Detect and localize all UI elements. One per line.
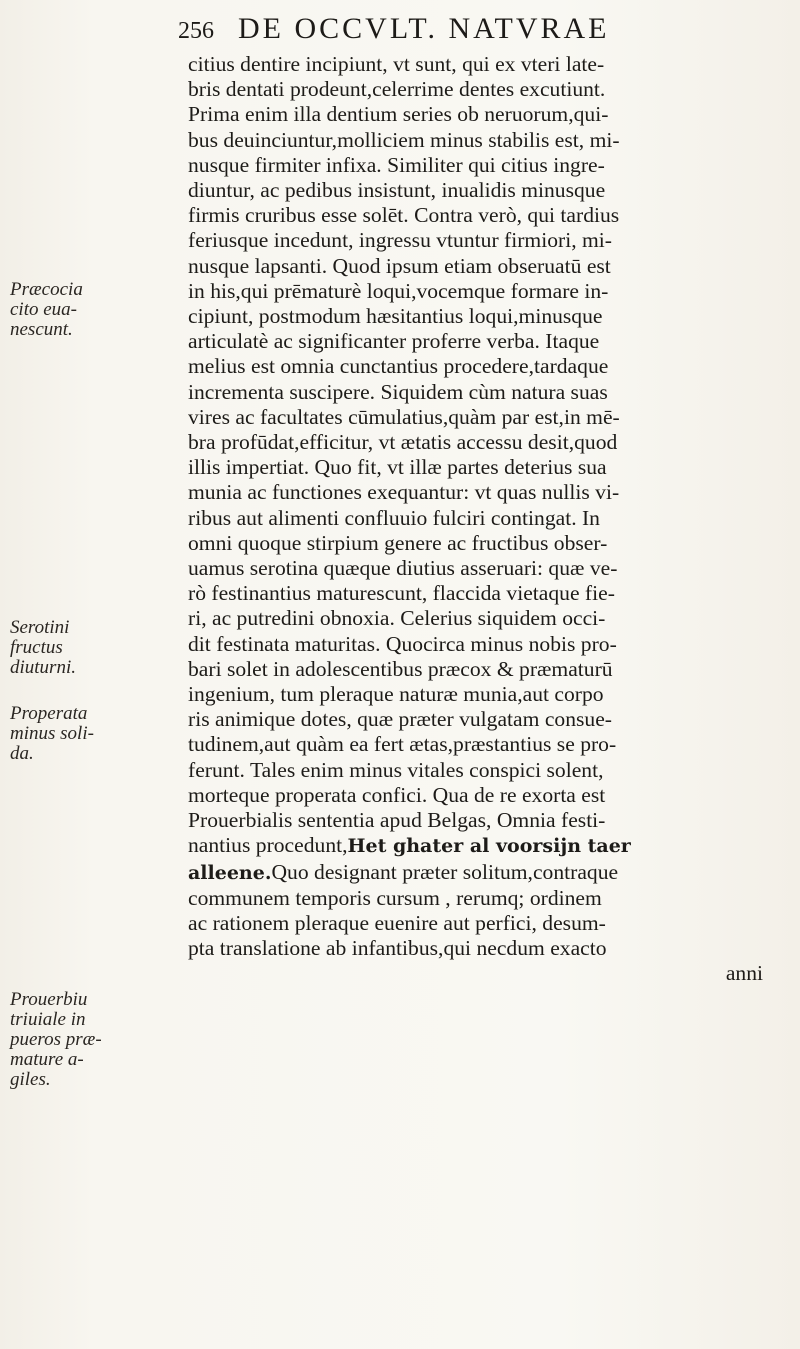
text-line: nusque firmiter infixa. Similiter qui citius ingre- xyxy=(188,152,605,177)
dutch-proverb-end: alleene. xyxy=(188,861,272,884)
margin-note-line: Properata xyxy=(10,703,88,724)
text-line: communem temporis cursum , rerumq; ordinem xyxy=(188,885,602,910)
text-line: citius dentire incipiunt, vt sunt, qui ex vteri late- xyxy=(188,52,605,76)
margin-note-4 xyxy=(10,990,180,1090)
margin-note-line: nescunt. xyxy=(10,319,73,340)
text-line: illis impertiat. Quo fit, vt illæ partes deterius sua xyxy=(188,455,607,480)
text-line-mixed xyxy=(188,860,773,886)
text-line: munia ac functiones exequantur: vt quas nullis vi- xyxy=(188,480,620,505)
page-header xyxy=(178,12,778,48)
text-line: Prouerbialis sententia apud Belgas, Omnia festi- xyxy=(188,808,606,833)
margin-note-line: triuiale in xyxy=(10,1009,86,1030)
text-line: nusque lapsanti. Quod ipsum etiam obseruatū est xyxy=(188,253,611,278)
margin-note-3 xyxy=(10,704,180,764)
text-line: articulatè ac significanter proferre verba. Itaque xyxy=(188,329,600,354)
text-line: incrementa suscipere. Siquidem cùm natura suas xyxy=(188,379,608,404)
text-line: ferunt. Tales enim minus vitales conspici solent, xyxy=(188,757,604,782)
text-line: diuntur, ac pedibus insistunt, inualidis minusque xyxy=(188,178,606,203)
margin-note-line: da. xyxy=(10,743,34,764)
text-line: Prima enim illa dentium series ob neruorum,qui- xyxy=(188,102,609,127)
text-line: firmis cruribus esse solēt. Contra verò, qui tardius xyxy=(188,203,620,228)
text-line: ribus aut alimenti confluuio fulciri contingat. In xyxy=(188,505,600,530)
text-line: bra profūdat,efficitur, vt ætatis accessu desit,quod xyxy=(188,430,618,455)
body-text xyxy=(188,52,773,987)
dutch-proverb: Het ghater al voorsijn taer xyxy=(347,835,631,858)
text-line: cipiunt, postmodum hæsitantius loqui,minusque xyxy=(188,304,603,329)
text-line: ingenium, tum pleraque naturæ munia,aut corpo xyxy=(188,682,604,707)
margin-note-line: cito eua- xyxy=(10,299,78,320)
margin-note-1 xyxy=(10,280,180,340)
margin-note-line: Prouerbiu xyxy=(10,989,88,1010)
text-line: omni quoque stirpium genere ac fructibus obser- xyxy=(188,530,608,555)
text-line: in his,qui prēmaturè loqui,vocemque formare in- xyxy=(188,278,609,303)
catchword: anni xyxy=(725,961,763,986)
text-segment: nantius procedunt, xyxy=(188,833,348,858)
text-segment: Quo designant præter solitum,contraque xyxy=(271,859,619,884)
text-line: morteque properata confici. Qua de re exorta est xyxy=(188,782,606,807)
margin-note-line: fructus xyxy=(10,637,63,658)
text-line-mixed xyxy=(188,833,773,859)
text-line: melius est omnia cunctantius procedere,tardaque xyxy=(188,354,609,379)
margin-note-line: pueros præ- xyxy=(10,1029,102,1050)
margin-note-line: giles. xyxy=(10,1069,51,1090)
text-line: ris animique dotes, quæ præter vulgatam consue- xyxy=(188,707,612,732)
margin-note-line: Præcocia xyxy=(10,279,83,300)
text-line: bus deuinciuntur,molliciem minus stabilis est, mi- xyxy=(188,127,620,152)
text-line: rò festinantius maturescunt, flaccida vietaque fie- xyxy=(188,581,615,606)
margin-note-line: minus soli- xyxy=(10,723,94,744)
text-line: uamus serotina quæque diutius asseruari: quæ ve- xyxy=(188,556,618,581)
margin-note-line: Serotini xyxy=(10,617,70,638)
text-line: tudinem,aut quàm ea fert ætas,præstantius se pro- xyxy=(188,732,617,757)
page-number: 256 xyxy=(178,18,214,44)
margin-note-line: mature a- xyxy=(10,1049,84,1070)
margin-note-line: diuturni. xyxy=(10,657,76,678)
text-line: dit festinata maturitas. Quocirca minus nobis pro- xyxy=(188,631,617,656)
text-line: feriusque incedunt, ingressu vtuntur firmiori, mi- xyxy=(188,228,612,253)
text-line: bari solet in adolescentibus præcox & præmaturū xyxy=(188,656,613,681)
text-line: bris dentati prodeunt,celerrime dentes excutiunt. xyxy=(188,77,606,102)
text-line: pta translatione ab infantibus,qui necdum exacto xyxy=(188,936,607,961)
text-line: ri, ac putredini obnoxia. Celerius siquidem occi- xyxy=(188,606,606,631)
text-line: vires ac facultates cūmulatius,quàm par est,in mē- xyxy=(188,404,620,429)
text-line: ac rationem pleraque euenire aut perfici, desum- xyxy=(188,910,606,935)
running-head: DE OCCVLT. NATVRAE xyxy=(238,12,610,45)
margin-note-2 xyxy=(10,618,180,678)
